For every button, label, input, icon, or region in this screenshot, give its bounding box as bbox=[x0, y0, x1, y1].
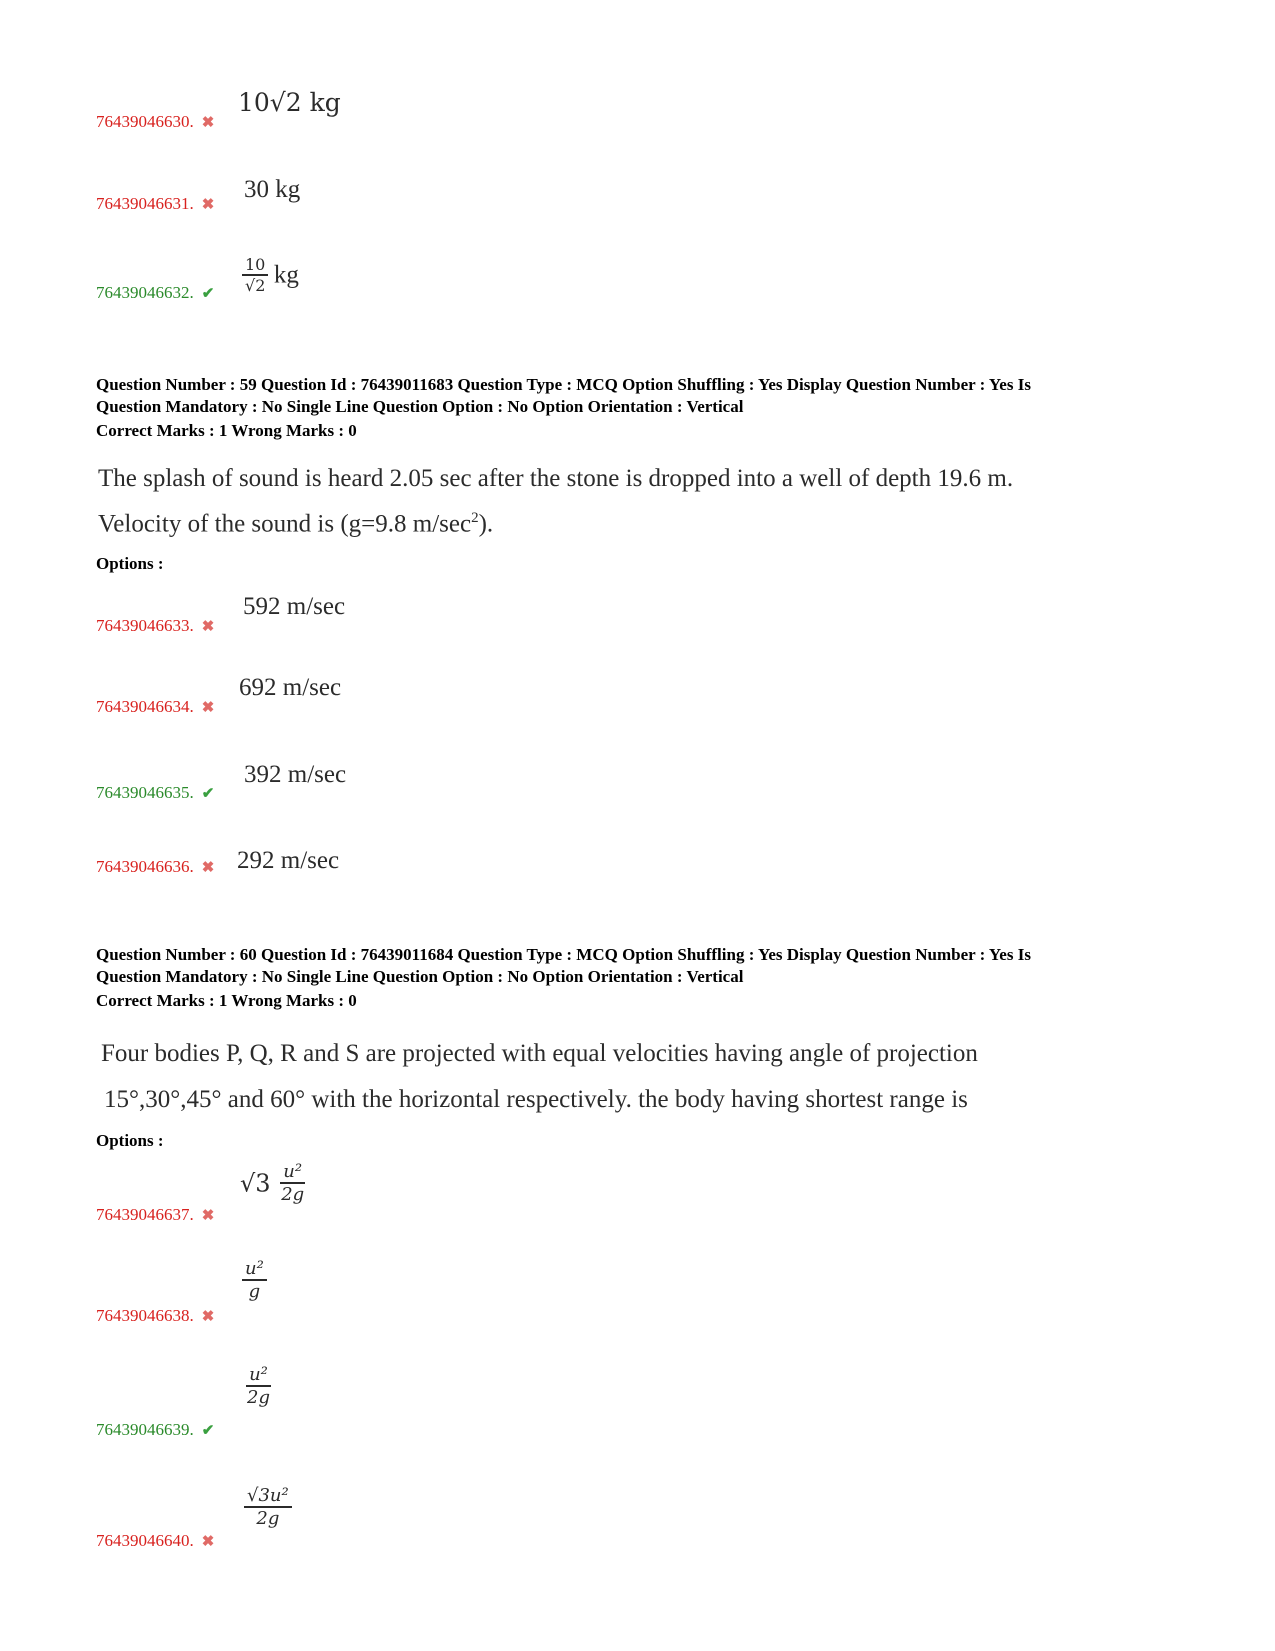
question-text-line1: Four bodies P, Q, R and S are projected with equal velocities having angle of projection bbox=[101, 1040, 978, 1067]
cross-icon: ✖ bbox=[201, 1309, 215, 1325]
option-id: 76439046639. bbox=[96, 1420, 194, 1439]
option-id: 76439046635. bbox=[96, 783, 194, 802]
question-text-line2: 15°,30°,45° and 60° with the horizontal respectively. the body having shortest range is bbox=[104, 1086, 968, 1113]
option-id: 76439046630. bbox=[96, 112, 194, 131]
question-meta: Question Number : 59 Question Id : 76439011683 Question Type : MCQ Option Shuffling : Yes Display Question Number : Yes Is Question Mandatory : No Single Line Question Option : No Option Orientation : Vertical bbox=[96, 375, 1031, 416]
option-id: 76439046633. bbox=[96, 616, 194, 635]
option-value: 692 m/sec bbox=[239, 674, 342, 701]
fraction: $\frac{\text{√3u²}}{2g}$ bbox=[244, 1486, 292, 1529]
check-icon: ✔ bbox=[201, 286, 215, 302]
cross-icon: ✖ bbox=[201, 619, 215, 635]
option-id: 76439046637. bbox=[96, 1205, 194, 1224]
option-value: 392 m/sec bbox=[244, 761, 347, 788]
question-text-line2: Velocity of the sound is (g=9.8 $m/\sec^2$). bbox=[98, 510, 494, 538]
cross-icon: ✖ bbox=[201, 1534, 215, 1550]
fraction: $\frac{10}{√2}$ bbox=[242, 256, 268, 295]
option-value: 10√2 kg bbox=[238, 88, 341, 117]
fraction: $\frac{\text{u²}}{2g}$ bbox=[281, 1161, 305, 1205]
marks-info: Correct Marks : 1 Wrong Marks : 0 bbox=[96, 991, 357, 1010]
option-id: 76439046636. bbox=[96, 857, 194, 876]
option-value: 30 kg bbox=[244, 176, 301, 203]
option-value bbox=[244, 1365, 273, 1408]
option-value: √3 $\frac{\text{u²}}{2g}$ bbox=[240, 1162, 307, 1205]
check-icon: ✔ bbox=[201, 786, 215, 802]
option-id: 76439046640. bbox=[96, 1531, 194, 1550]
options-label: Options : bbox=[96, 1131, 164, 1150]
question-text-line1: The splash of sound is heard 2.05 sec after the stone is dropped into a well of depth 19.6 m. bbox=[98, 465, 1014, 492]
cross-icon: ✖ bbox=[201, 700, 215, 716]
cross-icon: ✖ bbox=[201, 197, 215, 213]
cross-icon: ✖ bbox=[201, 860, 215, 876]
fraction: $\frac{\text{u²}}{g}$ bbox=[242, 1259, 267, 1302]
cross-icon: ✖ bbox=[201, 115, 215, 131]
question-meta: Question Number : 60 Question Id : 76439011684 Question Type : MCQ Option Shuffling : Yes Display Question Number : Yes Is Question Mandatory : No Single Line Question Option : No Option Orientation : Vertical bbox=[96, 945, 1031, 986]
cross-icon: ✖ bbox=[201, 1208, 215, 1224]
fraction: $\frac{\text{u²}}{2g}$ bbox=[247, 1364, 270, 1408]
marks-info: Correct Marks : 1 Wrong Marks : 0 bbox=[96, 421, 357, 440]
option-value: 292 m/sec bbox=[237, 847, 340, 874]
options-label: Options : bbox=[96, 554, 164, 573]
option-id: 76439046638. bbox=[96, 1306, 194, 1325]
option-value: $\frac{10}{√2}$ kg bbox=[242, 256, 299, 295]
check-icon: ✔ bbox=[201, 1423, 215, 1439]
option-id: 76439046632. bbox=[96, 283, 194, 302]
option-id: 76439046634. bbox=[96, 697, 194, 716]
option-value: 592 m/sec bbox=[243, 593, 346, 620]
option-value bbox=[244, 1486, 292, 1529]
option-id: 76439046631. bbox=[96, 194, 194, 213]
option-value bbox=[242, 1259, 267, 1302]
